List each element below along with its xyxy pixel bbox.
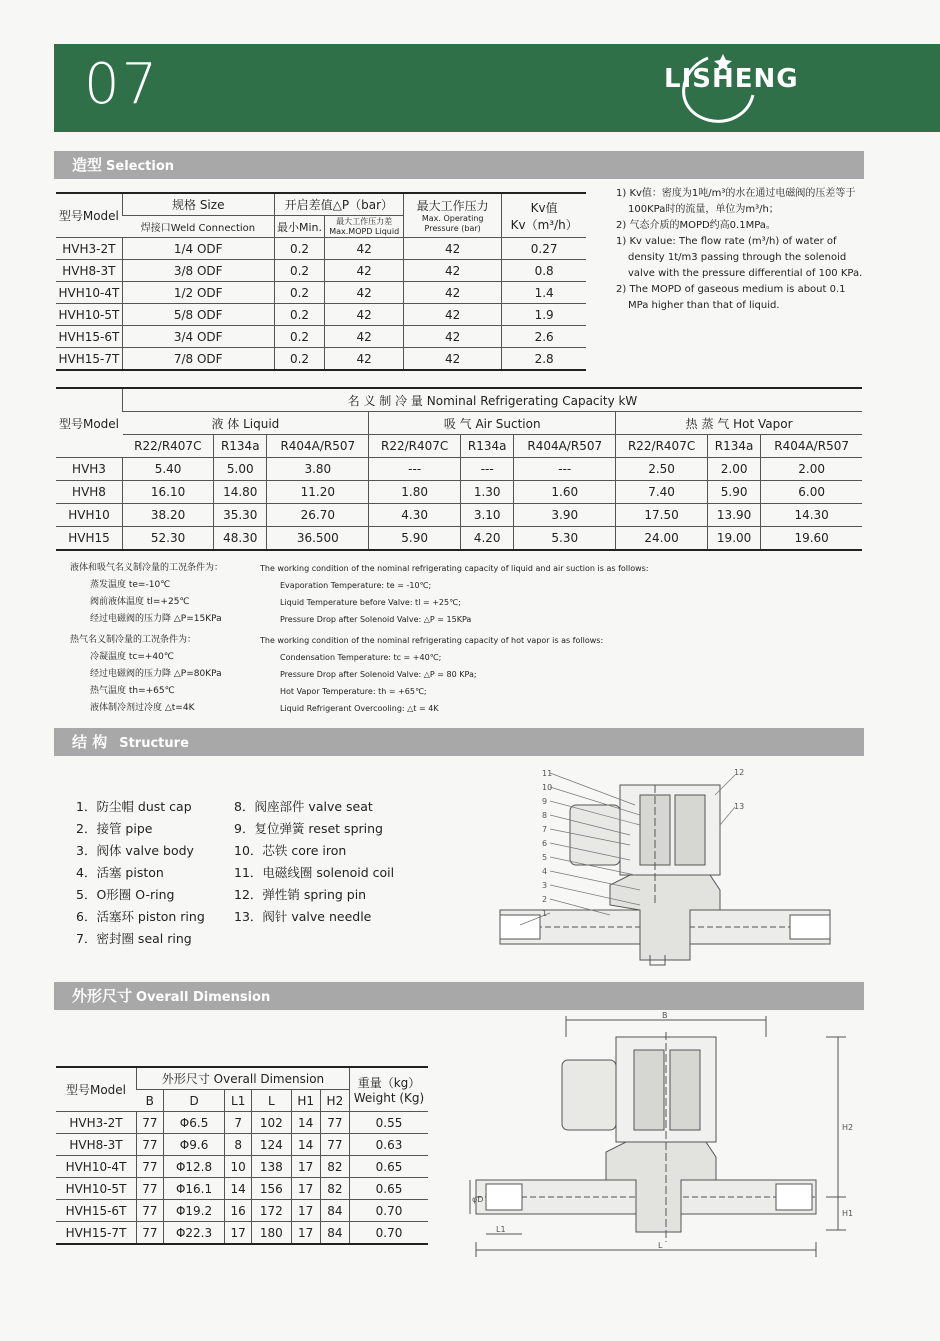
table-row — [56, 1200, 428, 1222]
value-cell: 6.00 — [761, 481, 862, 504]
refrigerant-header: R22/R407C — [369, 435, 461, 458]
brand-name: LISHENG — [664, 64, 799, 94]
mop-en2: Pressure (bar) — [424, 224, 481, 233]
cond-item: 液体制冷剂过冷度 △t=4K — [90, 703, 195, 713]
value-cell: 3/4 ODF — [122, 326, 274, 348]
value-cell: 3.80 — [267, 458, 369, 481]
value-cell: 2.6 — [502, 326, 586, 348]
refrigerant-header: R134a — [214, 435, 267, 458]
callout-label: 1 — [542, 909, 548, 918]
model-cell: HVH3 — [56, 458, 123, 481]
table-row — [56, 238, 586, 260]
cond-item: 热气温度 th=+65℃ — [90, 686, 175, 696]
callout-label: 5 — [542, 853, 548, 862]
model-cell: HVH15-7T — [56, 348, 122, 371]
conditions-cn — [70, 560, 270, 717]
value-cell: 3.10 — [461, 504, 514, 527]
structure-item: 2．接管 pipe — [76, 821, 153, 836]
header-dp: 开启差值△P（bar） — [274, 193, 403, 216]
structure-item: 10．芯铁 core iron — [234, 843, 347, 858]
table-row — [56, 481, 862, 504]
value-cell: 138 — [252, 1156, 291, 1178]
model-cell: HVH8-3T — [56, 1134, 137, 1156]
section-title-en: Selection — [106, 159, 175, 174]
value-cell: 5.90 — [707, 481, 760, 504]
value-cell: 2.8 — [502, 348, 586, 371]
value-cell: 42 — [325, 260, 404, 282]
value-cell: 42 — [325, 326, 404, 348]
capacity-table — [56, 387, 862, 551]
value-cell: 77 — [137, 1134, 164, 1156]
value-cell: Φ6.5 — [163, 1112, 224, 1134]
weight-cell: 0.70 — [350, 1222, 429, 1245]
value-cell: --- — [461, 458, 514, 481]
cond-heading: 热气名义制冷量的工况条件为： — [70, 635, 197, 645]
header-min: 最小Min. — [274, 216, 325, 238]
callout-label: 10 — [542, 783, 553, 792]
table-row — [56, 1222, 428, 1245]
model-cell: HVH10-5T — [56, 304, 122, 326]
weight-cell: 0.55 — [350, 1112, 429, 1134]
structure-item: 1．防尘帽 dust cap — [76, 799, 192, 814]
value-cell: 5.40 — [123, 458, 214, 481]
value-cell: 14 — [225, 1178, 252, 1200]
table-row — [56, 1156, 428, 1178]
section-title-en: Structure — [119, 736, 189, 751]
table-row — [56, 458, 862, 481]
value-cell: 19.00 — [707, 527, 760, 551]
model-cell: HVH3-2T — [56, 238, 122, 260]
value-cell: 42 — [325, 348, 404, 371]
value-cell: 1.80 — [369, 481, 461, 504]
kv-notes — [616, 186, 866, 314]
cond-item: 阀前液体温度 tl=+25℃ — [90, 597, 190, 607]
value-cell: Φ19.2 — [163, 1200, 224, 1222]
cond-item: 冷凝温度 tc=+40℃ — [90, 652, 174, 662]
cond-heading: The working condition of the nominal refrigerating capacity of liquid and air suction is as follows: — [260, 564, 649, 573]
value-cell: 0.8 — [502, 260, 586, 282]
value-cell: 14.80 — [214, 481, 267, 504]
value-cell: 1/4 ODF — [122, 238, 274, 260]
value-cell: 17 — [291, 1222, 320, 1245]
dim-label-h1: H1 — [842, 1209, 854, 1218]
value-cell: 17 — [225, 1222, 252, 1245]
value-cell: 0.2 — [274, 282, 325, 304]
value-cell: 42 — [325, 304, 404, 326]
refrigerant-header: R22/R407C — [123, 435, 214, 458]
value-cell: 84 — [320, 1200, 349, 1222]
structure-item: 12．弹性销 spring pin — [234, 887, 367, 902]
cond-item: Pressure Drop after Solenoid Valve: △P = 80 KPa; — [280, 670, 477, 679]
value-cell: 0.2 — [274, 348, 325, 371]
cond-item: Hot Vapor Temperature: th = +65℃; — [280, 687, 427, 696]
valve-dimension-drawing — [466, 1012, 856, 1262]
value-cell: 16 — [225, 1200, 252, 1222]
value-cell: 36.500 — [267, 527, 369, 551]
value-cell: 3/8 ODF — [122, 260, 274, 282]
table-row — [56, 1134, 428, 1156]
group-liquid: 液 体 Liquid — [123, 412, 369, 435]
value-cell: 17 — [291, 1156, 320, 1178]
value-cell: 1.4 — [502, 282, 586, 304]
value-cell: 8 — [225, 1134, 252, 1156]
table-row — [56, 348, 586, 371]
model-cell: HVH8 — [56, 481, 123, 504]
header-overall-dim: 外形尺寸 Overall Dimension — [137, 1067, 350, 1090]
value-cell: 42 — [325, 282, 404, 304]
value-cell: 77 — [137, 1178, 164, 1200]
value-cell: 0.2 — [274, 304, 325, 326]
structure-list-2 — [234, 796, 394, 928]
dim-col-header: D — [163, 1090, 224, 1112]
cond-heading: The working condition of the nominal refrigerating capacity of hot vapor is as follows: — [260, 636, 604, 645]
selection-table — [56, 192, 586, 371]
table-row — [56, 1178, 428, 1200]
model-cell: HVH3-2T — [56, 1112, 137, 1134]
dim-col-header: B — [137, 1090, 164, 1112]
cond-item: 蒸发温度 te=-10℃ — [90, 580, 171, 590]
value-cell: 42 — [403, 348, 501, 371]
value-cell: --- — [369, 458, 461, 481]
value-cell: 77 — [320, 1112, 349, 1134]
kv-en: Kv（m³/h） — [510, 217, 578, 232]
cond-item: Pressure Drop after Solenoid Valve: △P = 15KPa — [280, 615, 472, 624]
structure-item: 7．密封圈 seal ring — [76, 931, 192, 946]
dim-col-header: H1 — [291, 1090, 320, 1112]
valve-section-drawing — [490, 765, 840, 975]
value-cell: 5/8 ODF — [122, 304, 274, 326]
callout-label: 4 — [542, 867, 548, 876]
dim-label-b: B — [662, 1012, 668, 1020]
value-cell: 16.10 — [123, 481, 214, 504]
page-number: 07 — [84, 52, 160, 117]
structure-list-1 — [76, 796, 205, 950]
value-cell: 42 — [403, 282, 501, 304]
mop-en1: Max. Operating — [421, 214, 484, 223]
dim-label-d: φD — [472, 1195, 484, 1204]
weight-en: Weight (Kg) — [353, 1091, 425, 1105]
value-cell: Φ9.6 — [163, 1134, 224, 1156]
section-bar-selection — [54, 151, 864, 179]
structure-item: 3．阀体 valve body — [76, 843, 194, 858]
value-cell: 24.00 — [616, 527, 708, 551]
capacity-title: 名 义 制 冷 量 Nominal Refrigerating Capacity kW — [123, 388, 863, 412]
table-row — [56, 260, 586, 282]
weight-cell: 0.65 — [350, 1178, 429, 1200]
value-cell: 7.40 — [616, 481, 708, 504]
refrigerant-header: R404A/R507 — [514, 435, 616, 458]
refrigerant-header: R404A/R507 — [761, 435, 862, 458]
value-cell: 0.27 — [502, 238, 586, 260]
cond-heading: 液体和吸气名义制冷量的工况条件为： — [70, 563, 224, 573]
value-cell: 2.00 — [761, 458, 862, 481]
note-item: 1) Kv值：密度为1吨/m³的水在通过电磁阀的压差等于100KPa时的流量，单位为m³/h； — [616, 188, 856, 215]
mop-cn: 最大工作压力 — [416, 199, 489, 213]
weight-cn: 重量（kg） — [357, 1076, 421, 1090]
structure-item: 13．阀针 valve needle — [234, 909, 372, 924]
cond-item: Evaporation Temperature: te = -10℃; — [280, 581, 432, 590]
value-cell: 172 — [252, 1200, 291, 1222]
value-cell: 82 — [320, 1156, 349, 1178]
value-cell: --- — [514, 458, 616, 481]
value-cell: 13.90 — [707, 504, 760, 527]
value-cell: 5.90 — [369, 527, 461, 551]
weight-cell: 0.65 — [350, 1156, 429, 1178]
model-cell: HVH15-6T — [56, 1200, 137, 1222]
value-cell: 124 — [252, 1134, 291, 1156]
callout-label: 11 — [542, 769, 553, 778]
value-cell: 1.9 — [502, 304, 586, 326]
value-cell: Φ22.3 — [163, 1222, 224, 1245]
callout-label: 13 — [734, 802, 745, 811]
table-row — [56, 282, 586, 304]
section-title-cn: 结 构 — [72, 733, 108, 751]
model-cell: HVH10-4T — [56, 1156, 137, 1178]
value-cell: 14 — [291, 1134, 320, 1156]
model-cell: HVH10-4T — [56, 282, 122, 304]
refrigerant-header: R22/R407C — [616, 435, 708, 458]
dim-label-h2: H2 — [842, 1123, 854, 1132]
value-cell: 3.90 — [514, 504, 616, 527]
value-cell: 5.30 — [514, 527, 616, 551]
section-title-cn: 外形尺寸 — [72, 987, 133, 1005]
structure-item: 6．活塞环 piston ring — [76, 909, 205, 924]
callout-label: 8 — [542, 811, 548, 820]
callout-label: 7 — [542, 825, 548, 834]
value-cell: 2.50 — [616, 458, 708, 481]
cond-item: Liquid Temperature before Valve: tl = +25℃; — [280, 598, 461, 607]
mopd-cn: 最大工作压力差 — [336, 216, 393, 226]
value-cell: 19.60 — [761, 527, 862, 551]
dim-col-header: L1 — [225, 1090, 252, 1112]
section-bar-dimension — [54, 982, 864, 1010]
dim-col-header: L — [252, 1090, 291, 1112]
value-cell: 42 — [403, 326, 501, 348]
value-cell: 14 — [291, 1112, 320, 1134]
value-cell: 0.2 — [274, 326, 325, 348]
mopd-en: Max.MOPD Liquid — [329, 226, 400, 236]
value-cell: 102 — [252, 1112, 291, 1134]
value-cell: 4.30 — [369, 504, 461, 527]
value-cell: 4.20 — [461, 527, 514, 551]
weight-cell: 0.63 — [350, 1134, 429, 1156]
cond-item: Condensation Temperature: tc = +40℃; — [280, 653, 442, 662]
refrigerant-header: R134a — [707, 435, 760, 458]
structure-item: 5．O形圈 O-ring — [76, 887, 175, 902]
section-title-en: Overall Dimension — [136, 990, 271, 1005]
header-weight — [350, 1067, 429, 1112]
header-weld: 焊接口Weld Connection — [122, 216, 274, 238]
value-cell: 82 — [320, 1178, 349, 1200]
value-cell: 2.00 — [707, 458, 760, 481]
value-cell: 1.30 — [461, 481, 514, 504]
refrigerant-header: R404A/R507 — [267, 435, 369, 458]
value-cell: 35.30 — [214, 504, 267, 527]
value-cell: 42 — [403, 260, 501, 282]
model-cell: HVH15-6T — [56, 326, 122, 348]
model-cell: HVH15-7T — [56, 1222, 137, 1245]
value-cell: 17 — [291, 1200, 320, 1222]
callout-label: 9 — [542, 797, 548, 806]
value-cell: 5.00 — [214, 458, 267, 481]
callout-label: 12 — [734, 768, 745, 777]
dim-label-l1: L1 — [496, 1225, 506, 1234]
dimension-table — [56, 1066, 428, 1245]
header-mopd — [325, 216, 404, 238]
note-item: 2) 气态介质的MOPD约高0.1MPa。 — [616, 220, 776, 231]
callout-label: 2 — [542, 895, 548, 904]
model-cell: HVH15 — [56, 527, 123, 551]
value-cell: 52.30 — [123, 527, 214, 551]
table-row — [56, 504, 862, 527]
value-cell: 26.70 — [267, 504, 369, 527]
structure-item: 4．活塞 piston — [76, 865, 164, 880]
table-row — [56, 304, 586, 326]
table-row — [56, 1112, 428, 1134]
value-cell: 1.60 — [514, 481, 616, 504]
refrigerant-header: R134a — [461, 435, 514, 458]
callout-label: 6 — [542, 839, 548, 848]
value-cell: 180 — [252, 1222, 291, 1245]
section-title-cn: 造型 — [72, 156, 103, 174]
dim-col-header: H2 — [320, 1090, 349, 1112]
model-cell: HVH10-5T — [56, 1178, 137, 1200]
value-cell: Φ16.1 — [163, 1178, 224, 1200]
value-cell: 17.50 — [616, 504, 708, 527]
group-hot-vapor: 热 蒸 气 Hot Vapor — [616, 412, 862, 435]
value-cell: 77 — [137, 1112, 164, 1134]
value-cell: 10 — [225, 1156, 252, 1178]
value-cell: 42 — [403, 238, 501, 260]
header-mop — [403, 193, 501, 238]
value-cell: 42 — [325, 238, 404, 260]
table-row — [56, 326, 586, 348]
cond-item: 经过电磁阀的压力降 △P=80KPa — [90, 669, 222, 679]
value-cell: 1/2 ODF — [122, 282, 274, 304]
value-cell: 17 — [291, 1178, 320, 1200]
value-cell: 84 — [320, 1222, 349, 1245]
value-cell: 48.30 — [214, 527, 267, 551]
value-cell: 77 — [137, 1222, 164, 1245]
value-cell: 7 — [225, 1112, 252, 1134]
weight-cell: 0.70 — [350, 1200, 429, 1222]
value-cell: Φ12.8 — [163, 1156, 224, 1178]
value-cell: 156 — [252, 1178, 291, 1200]
note-item: 1) Kv value: The flow rate (m³/h) of water of density 1t/m3 passing through the solenoid valve with the pressure differential of 100 KPa. — [616, 236, 863, 279]
structure-item: 8．阀座部件 valve seat — [234, 799, 373, 814]
group-suction: 吸 气 Air Suction — [369, 412, 616, 435]
cond-item: Liquid Refrigerant Overcooling: △t = 4K — [280, 704, 439, 713]
value-cell: 14.30 — [761, 504, 862, 527]
table-row — [56, 527, 862, 551]
value-cell: 38.20 — [123, 504, 214, 527]
value-cell: 7/8 ODF — [122, 348, 274, 371]
model-cell: HVH8-3T — [56, 260, 122, 282]
header-model: 型号Model — [56, 193, 122, 238]
value-cell: 77 — [137, 1156, 164, 1178]
value-cell: 42 — [403, 304, 501, 326]
value-cell: 0.2 — [274, 238, 325, 260]
header-model: 型号Model — [56, 1067, 137, 1112]
conditions-en — [260, 560, 680, 717]
header-size: 规格 Size — [122, 193, 274, 216]
kv-cn: Kv值 — [530, 200, 558, 215]
value-cell: 77 — [137, 1200, 164, 1222]
value-cell: 77 — [320, 1134, 349, 1156]
model-cell: HVH10 — [56, 504, 123, 527]
structure-item: 9．复位弹簧 reset spring — [234, 821, 383, 836]
dim-label-l: L — [658, 1241, 663, 1250]
callout-label: 3 — [542, 881, 548, 890]
value-cell: 11.20 — [267, 481, 369, 504]
cond-item: 经过电磁阀的压力降 △P=15KPa — [90, 614, 222, 624]
note-item: 2) The MOPD of gaseous medium is about 0.1 MPa higher than that of liquid. — [616, 284, 846, 311]
structure-item: 11．电磁线圈 solenoid coil — [234, 865, 395, 880]
header-model: 型号Model — [56, 388, 123, 458]
header-kv — [502, 193, 586, 238]
section-bar-structure — [54, 728, 864, 756]
value-cell: 0.2 — [274, 260, 325, 282]
